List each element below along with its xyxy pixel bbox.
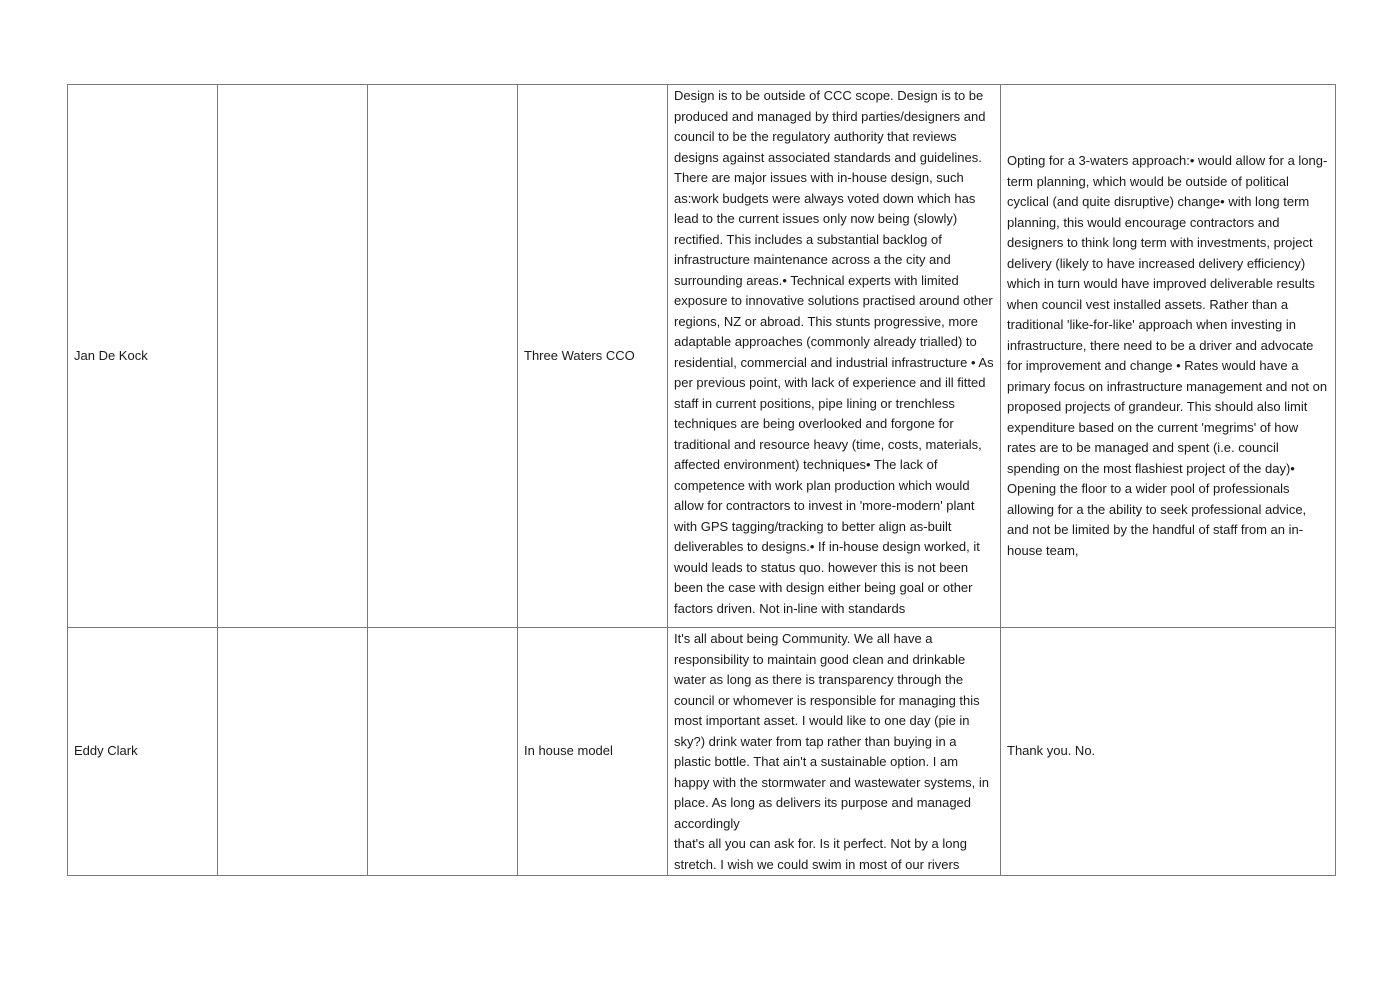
- comments-cell: [668, 628, 1001, 876]
- table-row: [68, 628, 1336, 876]
- preferred-model-cell: Three Waters CCO: [518, 85, 668, 628]
- comments-text: It's all about being Community. We all have a responsibility to maintain good clean and drinkable water as long as there is transparency through the council or whomever is responsible for managing this most important asset. I would like to one day (pie in sky?) drink water from tap rather than buying in a plastic bottle. That ain't a sustainable option. I am happy with the stormwater and wastewater systems, in place. As long as delivers its purpose and managed accordingly: [674, 631, 990, 831]
- other-comments-cell: Opting for a 3-waters approach:• would allow for a long-term planning, which would be outside of political cyclical (and quite disruptive) change• with long term planning, this would encourage contractors and designers to think long term with investments, project delivery (likely to have increased delivery efficiency) which in turn would have improved deliverable results when council vest installed assets. Rather than a traditional 'like-for-like' approach when investing in infrastructure, there need to be a driver and advocate for improvement and change • Rates would have a primary focus on infrastructure management and not on proposed projects of grandeur. This should also limit expenditure based on the current 'megrims' of how rates are to be managed and spent (i.e. council spending on the most flashiest project of the day)• Opening the floor to a wider pool of professionals allowing for a the ability to seek professional advice, and not be limited by the handful of staff from an in-house team,: [1001, 85, 1336, 628]
- empty-cell: [218, 628, 368, 876]
- comments-text: Design is to be outside of CCC scope. Design is to be produced and managed by third parties/designers and council to be the regulatory authority that reviews designs against associated standards and guidelines. There are major issues with in-house design, such as:work budgets were always voted down which has lead to the current issues only now being (slowly) rectified. This includes a substantial backlog of infrastructure maintenance across a the city and surrounding areas.• Technical experts with limited exposure to innovative solutions practised around other regions, NZ or abroad. This stunts progressive, more adaptable approaches (commonly already trialled) to residential, commercial and industrial infrastructure • As per previous point, with lack of experience and ill fitted staff in current positions, pipe lining or trenchless techniques are being overlooked and forgone for traditional and resource heavy (time, costs, materials, affected environment) techniques• The lack of competence with work plan production which would allow for contractors to invest in 'more-modern' plant with GPS tagging/tracking to better align as-built deliverables to designs.• If in-house design worked, it would leads to status quo. however this is not been been the case with design either being goal or other factors driven. Not in-line with standards: [674, 88, 994, 616]
- empty-cell: [368, 628, 518, 876]
- comments-cell: [668, 85, 1001, 628]
- table-row: [68, 85, 1336, 628]
- empty-cell: [218, 85, 368, 628]
- submissions-table: [67, 84, 1336, 876]
- comments-text-continued: that's all you can ask for. Is it perfect. Not by a long stretch. I wish we could swim in most of our rivers: [674, 836, 967, 872]
- empty-cell: [368, 85, 518, 628]
- submitter-name-cell: Eddy Clark: [68, 628, 218, 876]
- other-comments-cell: Thank you. No.: [1001, 628, 1336, 876]
- preferred-model-cell: In house model: [518, 628, 668, 876]
- submitter-name-cell: Jan De Kock: [68, 85, 218, 628]
